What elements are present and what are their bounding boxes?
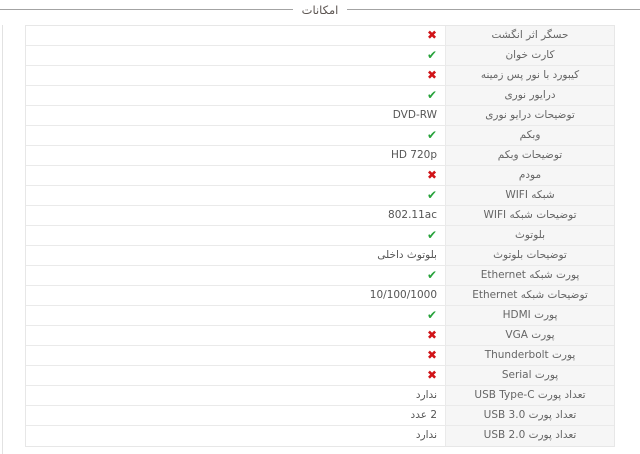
feature-value (26, 326, 445, 345)
table-row (26, 26, 614, 46)
table-row (26, 286, 614, 306)
feature-value: HD 720p (390, 149, 437, 161)
table-row (26, 166, 614, 186)
table-row (26, 186, 614, 206)
page-edge-line (2, 25, 3, 454)
feature-label: تعداد پورت USB 3.0 (445, 406, 614, 425)
feature-value (26, 346, 445, 365)
table-row (26, 346, 614, 366)
table-row (26, 226, 614, 246)
feature-value: DVD-RW (392, 109, 437, 121)
feature-label: وبکم (445, 126, 614, 145)
table-row (26, 426, 614, 446)
feature-label: توضیحات شبکه Ethernet (445, 286, 614, 305)
feature-value (26, 226, 445, 245)
feature-label: کیبورد با نور پس زمینه (445, 66, 614, 85)
feature-label: پورت Serial (445, 366, 614, 385)
checkmark-icon: ✔ (426, 88, 437, 102)
feature-label: کارت خوان (445, 46, 614, 65)
feature-value: 2 عدد (410, 409, 437, 421)
checkmark-icon: ✔ (426, 268, 437, 282)
feature-label: حسگر اثر انگشت (445, 26, 614, 45)
checkmark-icon: ✔ (426, 228, 437, 242)
feature-value: 802.11ac (388, 209, 437, 221)
cross-icon: ✖ (426, 28, 437, 42)
feature-value (26, 166, 445, 185)
table-row (26, 386, 614, 406)
feature-label: پورت Thunderbolt (445, 346, 614, 365)
header-divider-line-right (347, 9, 640, 10)
feature-label: درایور نوری (445, 86, 614, 105)
feature-label: توضیحات بلوتوث (445, 246, 614, 265)
feature-value (26, 126, 445, 145)
feature-value: 10/100/1000 (369, 289, 437, 301)
feature-label: پورت HDMI (445, 306, 614, 325)
table-row (26, 326, 614, 346)
cross-icon: ✖ (426, 68, 437, 82)
feature-label: توضیحات شبکه WIFI (445, 206, 614, 225)
feature-label: توضیحات درایو نوری (445, 106, 614, 125)
feature-value (26, 306, 445, 325)
features-spec-table (25, 25, 615, 447)
table-row (26, 206, 614, 226)
feature-value (26, 46, 445, 65)
table-row (26, 366, 614, 386)
table-row (26, 106, 614, 126)
table-row (26, 406, 614, 426)
table-row (26, 246, 614, 266)
feature-value (26, 86, 445, 105)
checkmark-icon: ✔ (426, 188, 437, 202)
cross-icon: ✖ (426, 368, 437, 382)
feature-label: تعداد پورت USB 2.0 (445, 426, 614, 446)
checkmark-icon: ✔ (426, 128, 437, 142)
feature-label: پورت شبکه Ethernet (445, 266, 614, 285)
feature-label: پورت VGA (445, 326, 614, 345)
feature-value (26, 366, 445, 385)
table-row (26, 86, 614, 106)
cross-icon: ✖ (426, 328, 437, 342)
cross-icon: ✖ (426, 348, 437, 362)
table-row (26, 306, 614, 326)
table-row (26, 146, 614, 166)
feature-label: تعداد پورت USB Type-C (445, 386, 614, 405)
feature-label: بلوتوث (445, 226, 614, 245)
feature-value: ندارد (415, 429, 437, 441)
table-row (26, 266, 614, 286)
table-row (26, 66, 614, 86)
checkmark-icon: ✔ (426, 308, 437, 322)
feature-value (26, 26, 445, 45)
cross-icon: ✖ (426, 168, 437, 182)
section-header (0, 1, 640, 18)
checkmark-icon: ✔ (426, 48, 437, 62)
feature-value: بلوتوث داخلی (377, 249, 437, 261)
feature-label: شبکه WIFI (445, 186, 614, 205)
header-divider-line-left (0, 9, 293, 10)
table-row (26, 46, 614, 66)
feature-value (26, 266, 445, 285)
section-title: امکانات (301, 2, 339, 17)
feature-label: مودم (445, 166, 614, 185)
feature-value (26, 66, 445, 85)
feature-value (26, 186, 445, 205)
table-row (26, 126, 614, 146)
feature-value: ندارد (415, 389, 437, 401)
feature-label: توضیحات وبکم (445, 146, 614, 165)
